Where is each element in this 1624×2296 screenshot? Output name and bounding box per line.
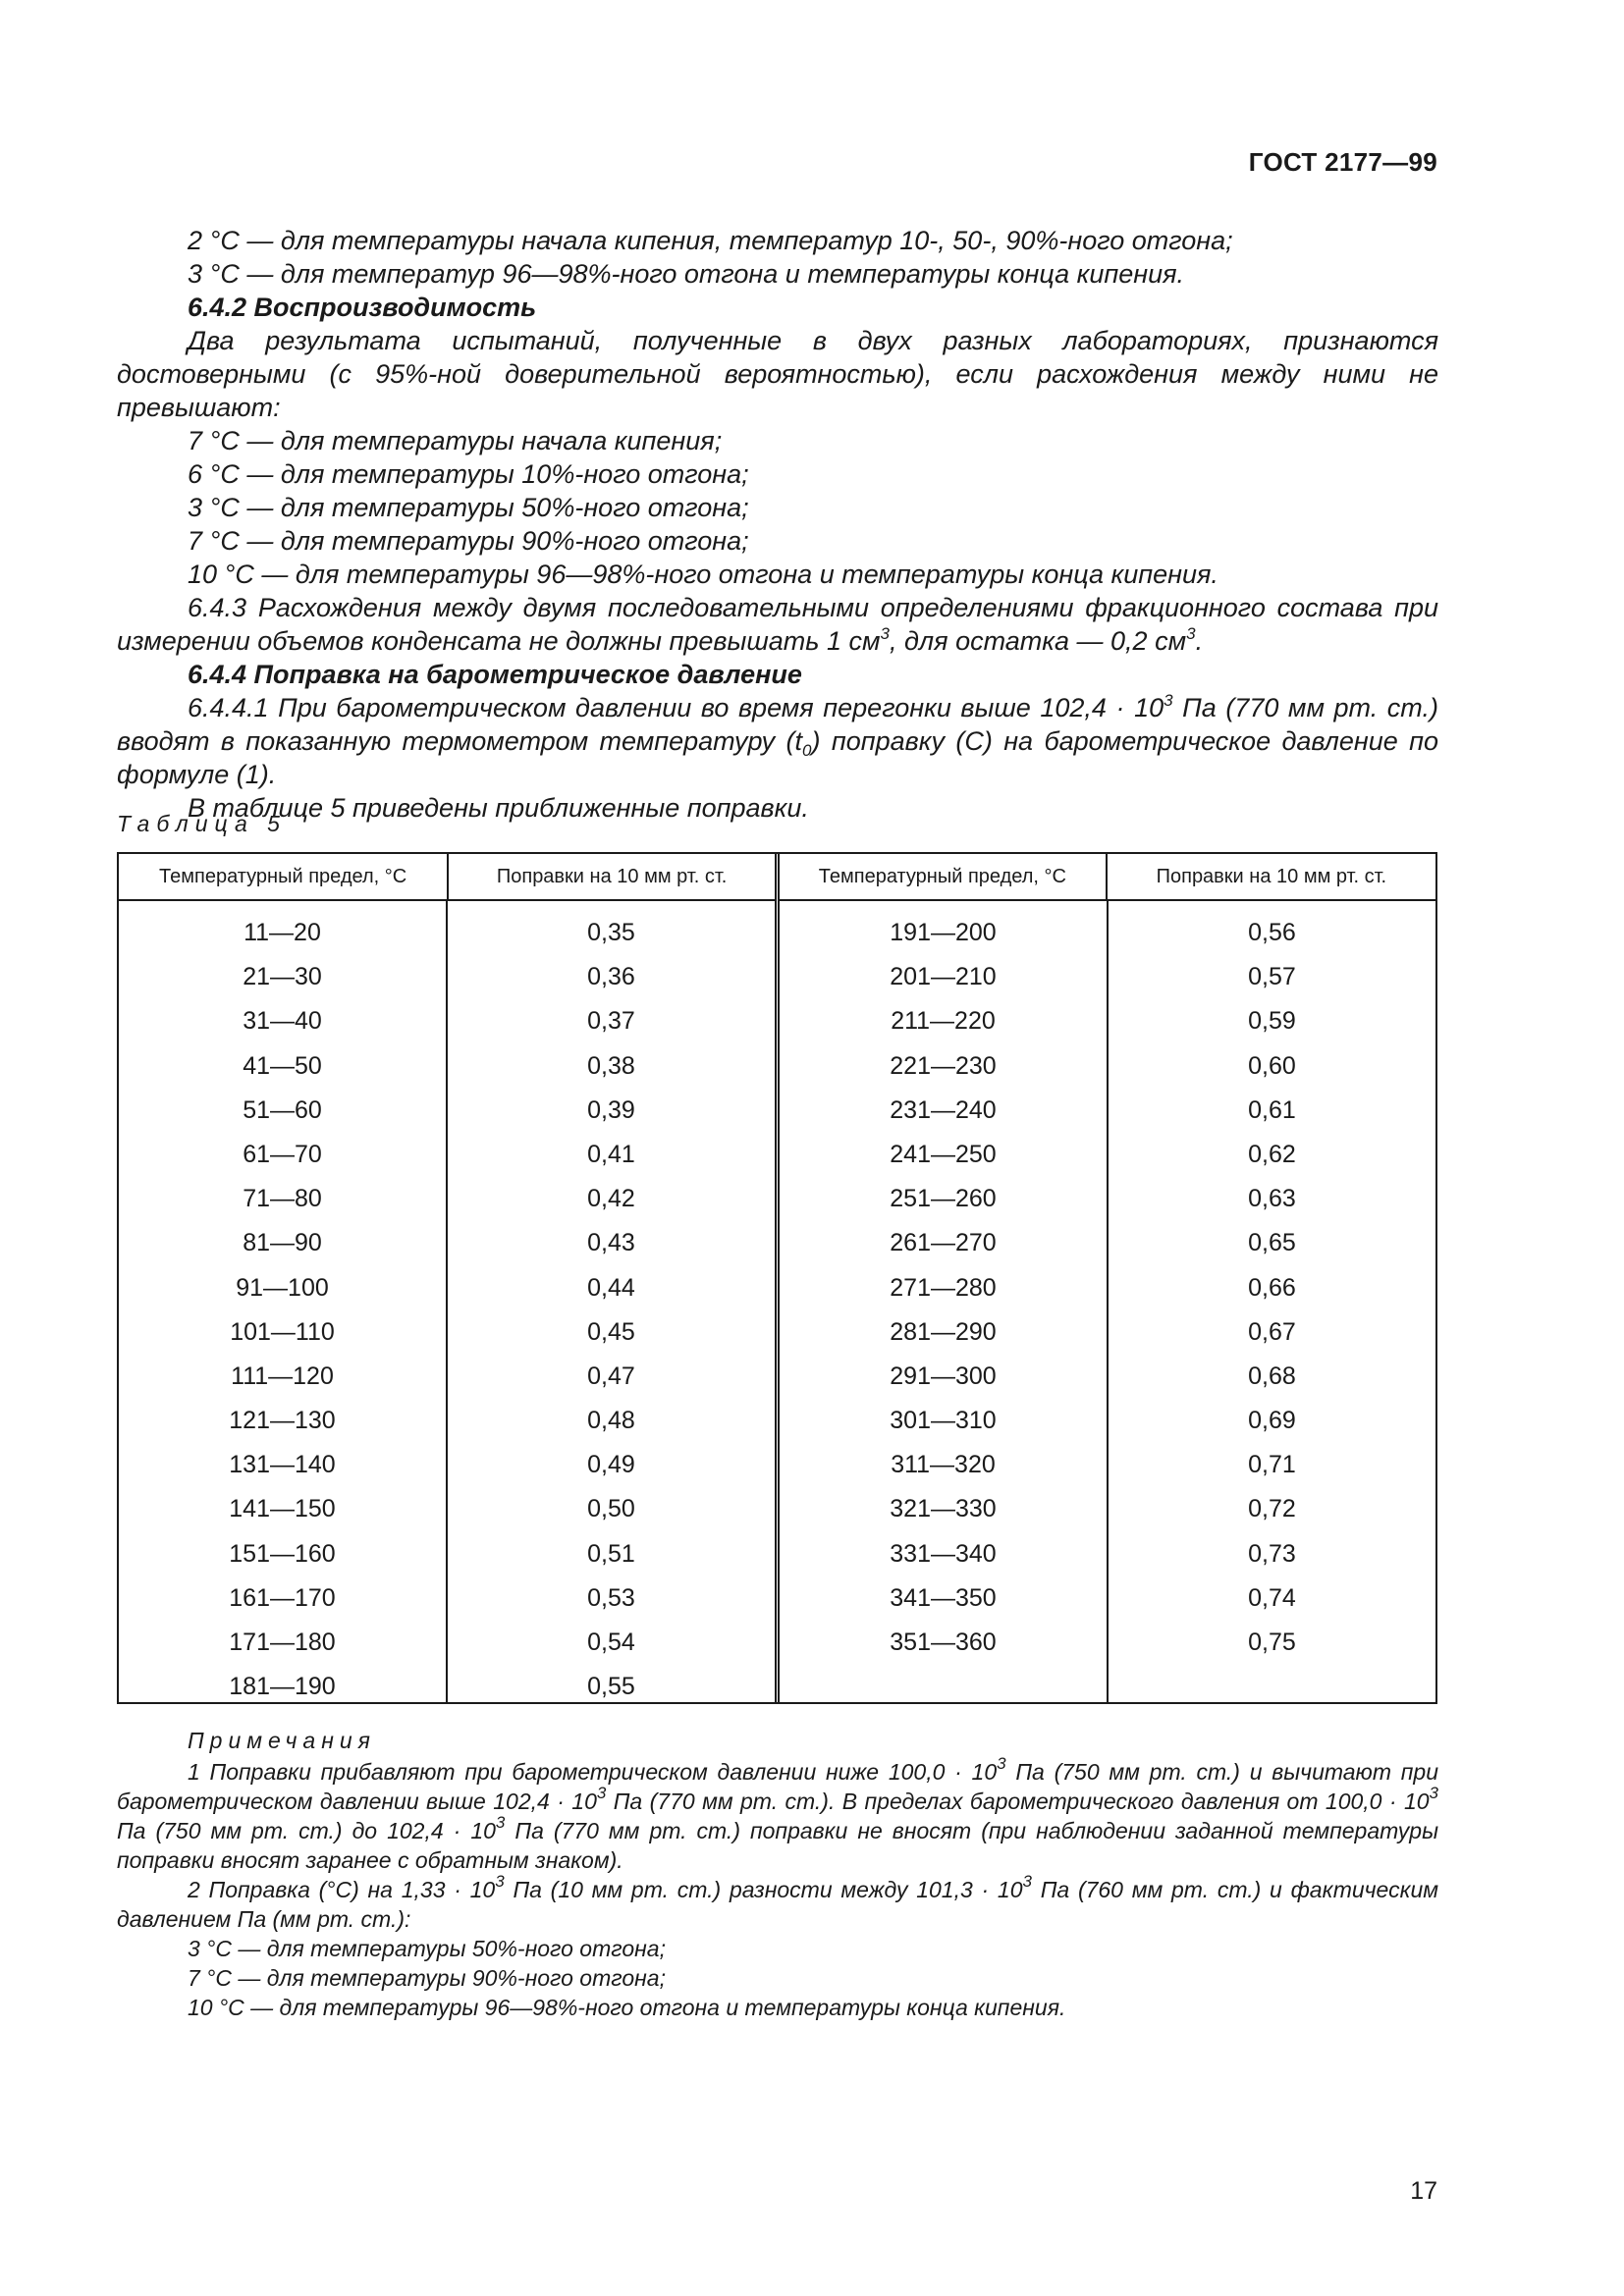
column-temp-range-2 [780,901,1109,1704]
table-cell: 0,60 [1248,1051,1296,1080]
correction-table [117,852,1437,1704]
table-cell: 181—190 [229,1673,336,1701]
table-cell: 0,73 [1248,1539,1296,1568]
table-cell: 231—240 [890,1095,997,1124]
column-correction-2 [1109,901,1435,1704]
table-cell: 341—350 [890,1583,997,1612]
table-cell: 0,67 [1248,1317,1296,1346]
table-cell: 0,39 [587,1095,635,1124]
table-header-cell: Температурный предел, °С [119,854,448,900]
table-cell: 331—340 [890,1539,997,1568]
table-cell: 0,47 [587,1362,635,1390]
table-cell: 281—290 [890,1317,997,1346]
table-cell: 0,41 [587,1140,635,1168]
table-cell: 271—280 [890,1273,997,1302]
table-cell: 261—270 [890,1229,997,1257]
document-header: ГОСТ 2177—99 [1248,147,1437,177]
table-cell: 91—100 [236,1273,329,1302]
table-cell: 0,43 [587,1229,635,1257]
table-cell: 0,50 [587,1495,635,1523]
table-cell: 201—210 [890,963,997,991]
notes-title: Примечания [188,1728,376,1753]
table-cell: 51—60 [243,1095,322,1124]
table-cell: 191—200 [890,919,997,946]
table-cell: 221—230 [890,1051,997,1080]
body-text [117,224,1438,825]
paragraph: 3 °С — для температуры 50%-ного отгона; [188,493,749,522]
table-cell: 11—20 [244,919,321,946]
table-cell: 0,74 [1248,1583,1296,1612]
table-cell: 0,71 [1248,1451,1296,1479]
table-cell: 31—40 [243,1007,322,1036]
table-cell: 0,38 [587,1051,635,1080]
paragraph: 3 °С — для температур 96—98%-ного отгона и температуры конца кипения. [188,259,1185,289]
paragraph: 2 °С — для температуры начала кипения, температур 10-, 50-, 90%-ного отгона; [188,226,1233,255]
table-cell: 0,53 [587,1583,635,1612]
table-cell: 21—30 [243,963,322,991]
table-cell: 0,54 [587,1629,635,1656]
paragraph: 7 °С — для температуры начала кипения; [188,426,723,455]
paragraph: 7 °С — для температуры 90%-ного отгона; [188,526,749,556]
paragraph: 6 °С — для температуры 10%-ного отгона; [188,459,749,489]
table-cell: 0,66 [1248,1273,1296,1302]
table-cell: 301—310 [890,1407,997,1435]
table-cell: 71—80 [243,1185,322,1213]
table-cell: 0,37 [587,1007,635,1036]
table-cell: 161—170 [229,1583,336,1612]
table-cell: 171—180 [229,1629,336,1656]
notes [117,1726,1438,2022]
table-cell: 0,63 [1248,1185,1296,1213]
table-cell: 0,72 [1248,1495,1296,1523]
table-cell: 141—150 [229,1495,336,1523]
table-cell: 0,49 [587,1451,635,1479]
table-cell: 151—160 [229,1539,336,1568]
table-cell: 81—90 [243,1229,322,1257]
table-cell: 291—300 [890,1362,997,1390]
table-cell: 0,62 [1248,1140,1296,1168]
note-line: 3 °С — для температуры 50%-ного отгона; [188,1936,666,1961]
table-cell: 251—260 [890,1185,997,1213]
table-cell: 0,57 [1248,963,1296,991]
table-cell: 0,68 [1248,1362,1296,1390]
note-1: 1 Поправки прибавляют при барометрическом давлении ниже $100,0 \cdot 10^3$ Па (750 мм рт. ст.) и вычитают при барометрическом давлении выше $102,4 \cdot 10^3$ Па (770 мм рт. ст.). В пределах барометрического давления от $100,0 \cdot 10^3$ Па (750 мм рт. ст.) до $102,4 \cdot 10^3$ Па (770 мм рт. ст.) поправки не вносят (при наблюдении заданной температуры поправки вносят заранее с обратным знаком). [117,1754,1439,1873]
table-cell: 0,45 [587,1317,635,1346]
table-header-cell: Поправки на 10 мм рт. ст. [1107,854,1435,900]
paragraph-6-4-3: 6.4.3 Расхождения между двумя последовательными определениями фракционного состава при измерении объемов конденсата не должны превышать 1 $см^3$, для остатка — 0,2 $см^3$. [117,593,1438,656]
paragraph: Два результата испытаний, полученные в двух разных лабораториях, признаются достоверными (с 95%-ной доверительной вероятностью), если расхождения между ними не превышают: [117,326,1438,422]
table-cell: 131—140 [229,1451,336,1479]
table-cell: 0,48 [587,1407,635,1435]
table-header-cell: Температурный предел, °С [778,854,1107,900]
table-cell: 41—50 [243,1051,322,1080]
table-cell: 311—320 [891,1451,996,1479]
table-caption: Таблица 5 [117,811,287,836]
section-heading-reproducibility: 6.4.2 Воспроизводимость [188,293,537,322]
section-heading-barometric: 6.4.4 Поправка на барометрическое давление [188,660,802,689]
table-cell: 0,42 [587,1185,635,1213]
table-cell: 0,55 [587,1673,635,1701]
table-cell: 0,56 [1248,919,1296,946]
table-cell: 111—120 [231,1362,334,1390]
table-cell: 0,75 [1248,1629,1296,1656]
paragraph: 10 °С — для температуры 96—98%-ного отгона и температуры конца кипения. [188,560,1218,589]
table-cell: 0,36 [587,963,635,991]
table-cell: 0,44 [587,1273,635,1302]
column-correction-1 [448,901,780,1704]
column-temp-range-1 [119,901,448,1704]
table-cell: 0,69 [1248,1407,1296,1435]
table-cell: 211—220 [891,1007,996,1036]
page-number: 17 [1410,2177,1437,2205]
table-cell: 0,35 [587,919,635,946]
table-cell: 0,59 [1248,1007,1296,1036]
table-cell: 0,65 [1248,1229,1296,1257]
table-cell: 0,51 [587,1539,635,1568]
table-cell: 351—360 [890,1629,997,1656]
table-cell: 101—110 [230,1317,335,1346]
note-2: 2 Поправка (°С) на $1,33 \cdot 10^3$ Па (10 мм рт. ст.) разности между $101,3 \cdot 10^3$ Па (760 мм рт. ст.) и фактическим давлением Па (мм рт. ст.): [117,1872,1439,1932]
paragraph: В таблице 5 приведены приближенные поправки. [188,793,809,823]
note-line: 10 °С — для температуры 96—98%-ного отгона и температуры конца кипения. [188,1995,1066,2020]
table-cell: 61—70 [243,1140,322,1168]
table-cell: 121—130 [229,1407,336,1435]
table-cell: 321—330 [890,1495,997,1523]
paragraph-6-4-4-1: 6.4.4.1 При барометрическом давлении во время перегонки выше $102,4 \cdot 10^3$ Па (770 мм рт. ст.) вводят в показанную термометром температуру $(t_0)$ поправку (С) на барометрическое давление по формуле (1). [117,691,1438,789]
table-header-cell: Поправки на 10 мм рт. ст. [448,854,777,900]
note-line: 7 °С — для температуры 90%-ного отгона; [188,1965,666,1991]
table-cell: 0,61 [1248,1095,1296,1124]
table-cell: 241—250 [890,1140,997,1168]
